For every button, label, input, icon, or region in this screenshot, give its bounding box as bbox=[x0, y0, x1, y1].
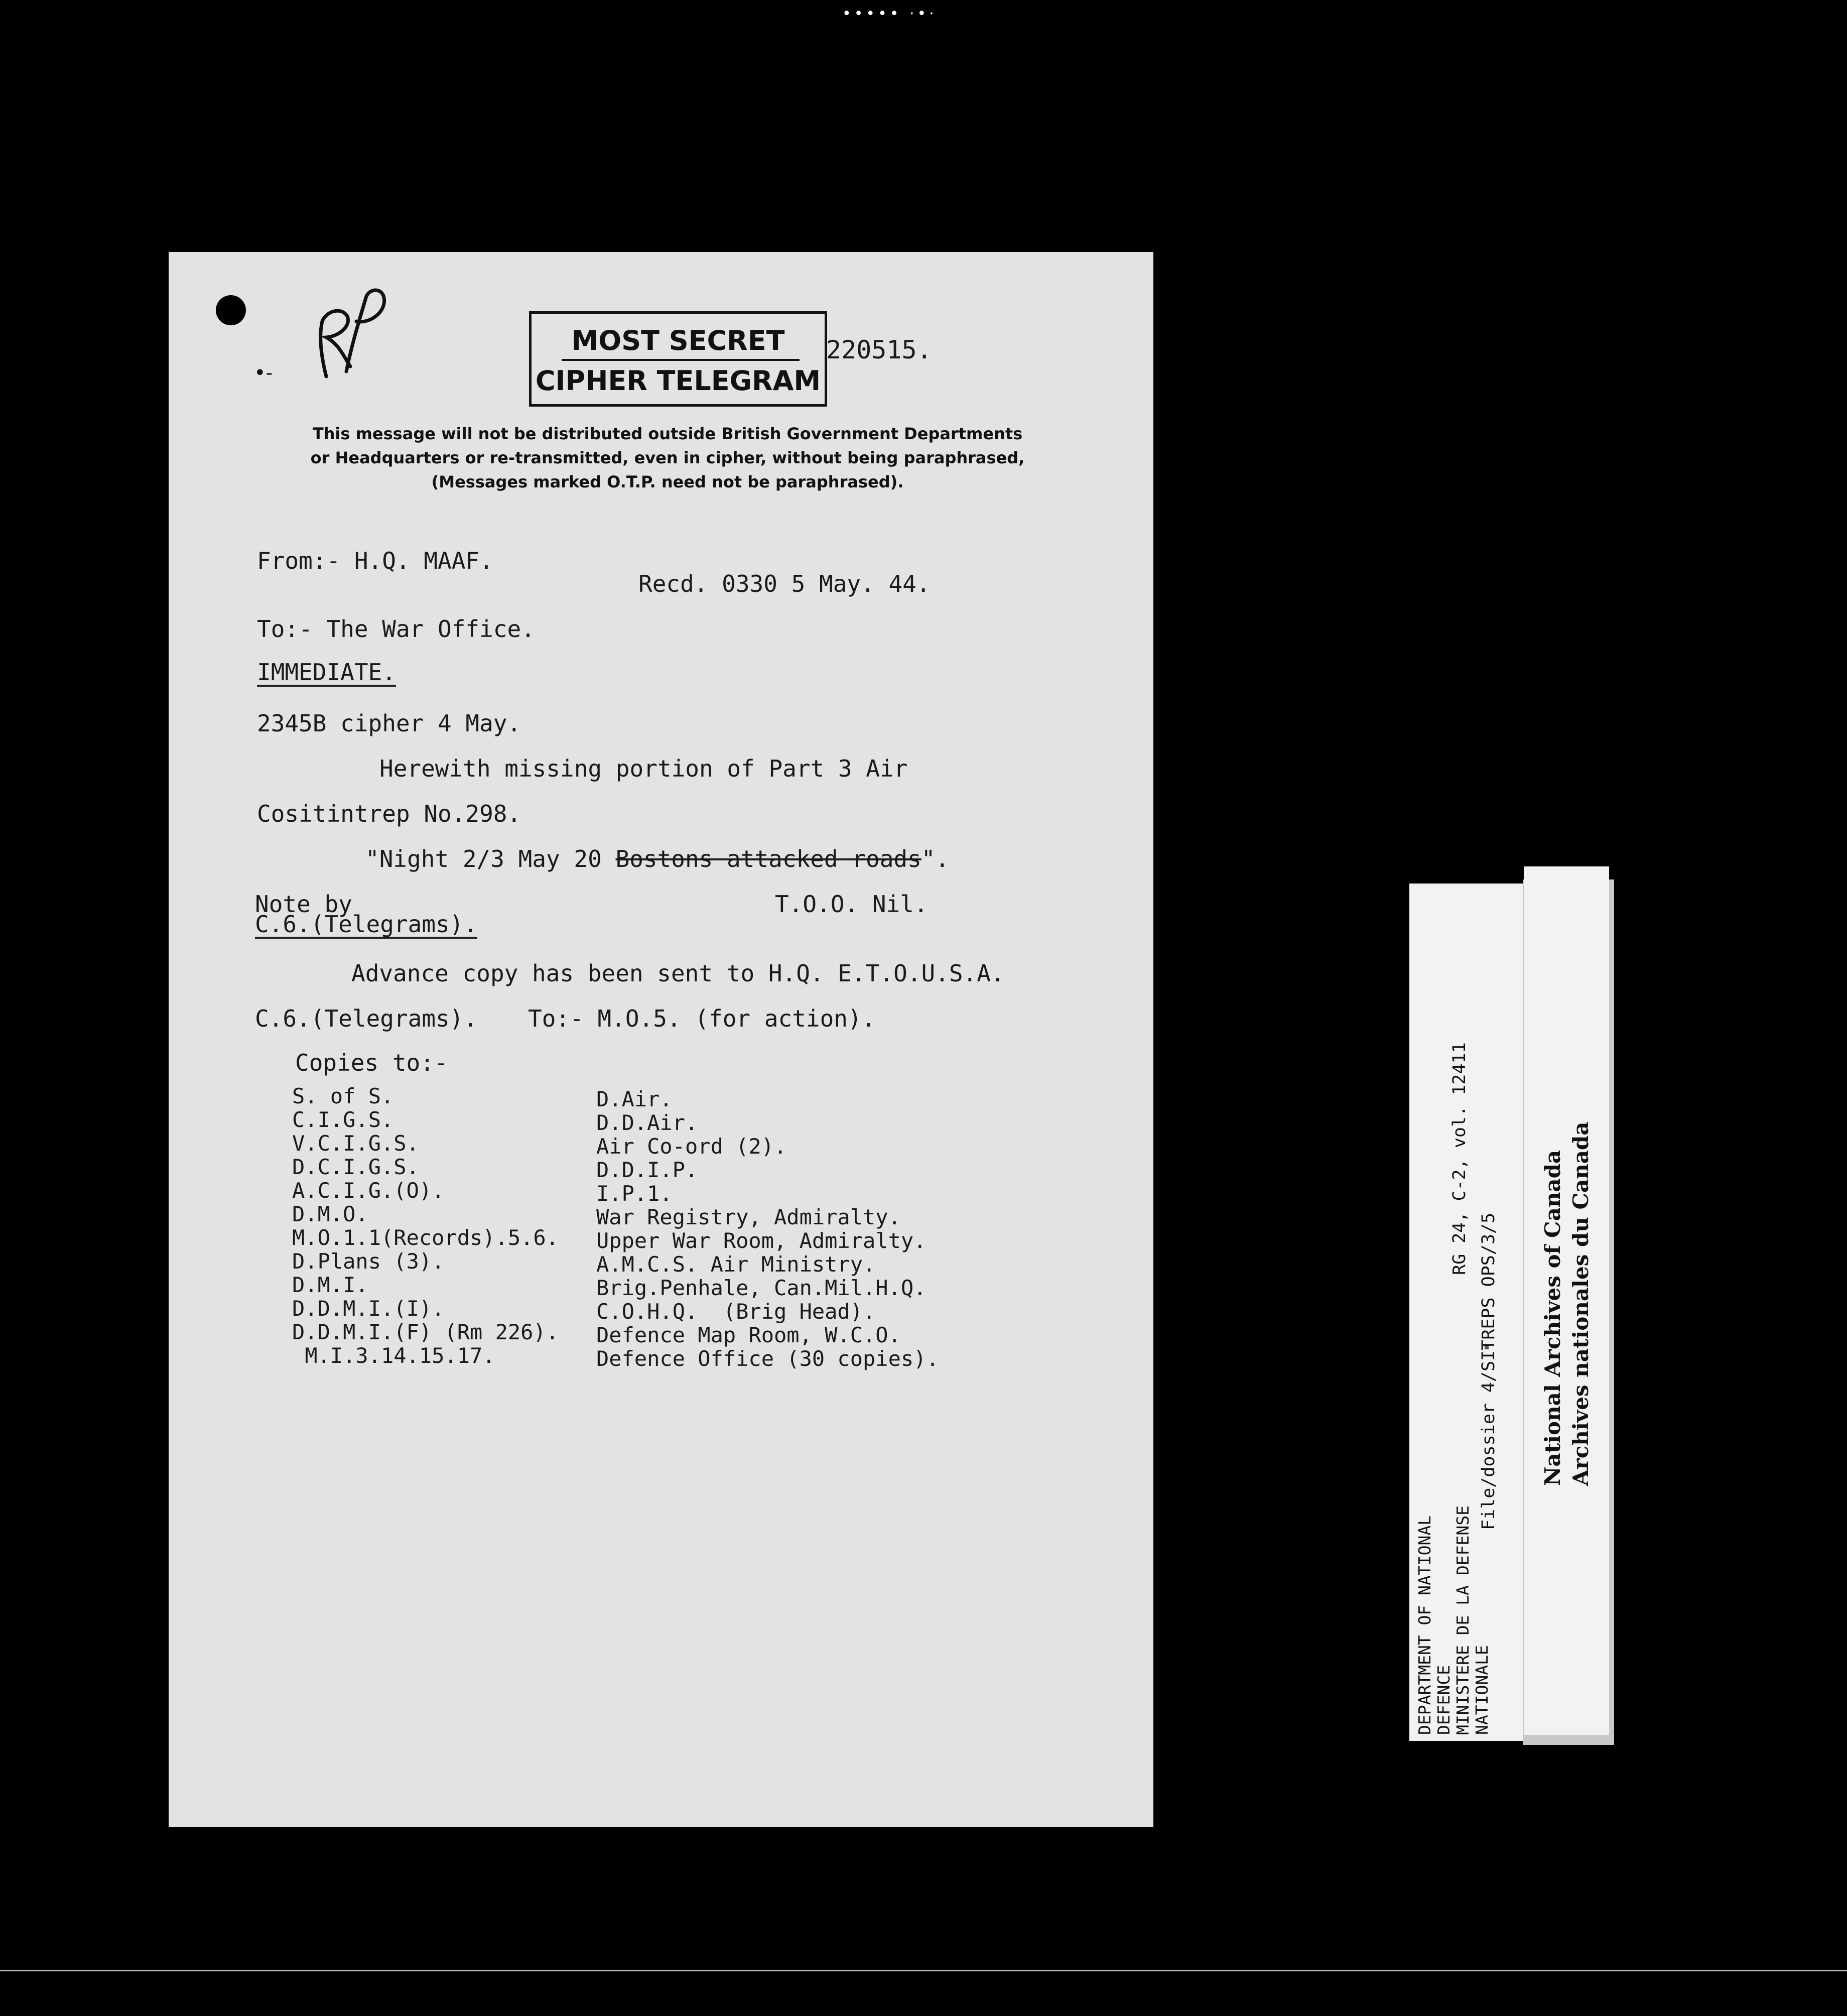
list-item: Upper War Room, Admiralty. bbox=[596, 1228, 927, 1253]
list-item: A.C.I.G.(O). bbox=[292, 1178, 445, 1203]
quote-start: "Night 2/3 May 20 bbox=[365, 845, 616, 872]
notice-line: This message will not be distributed outside British Government Departments bbox=[312, 424, 1023, 443]
body-line-2: Cositintrep No.298. bbox=[257, 800, 521, 827]
list-item: D.Plans (3). bbox=[292, 1249, 445, 1274]
notice-line: (Messages marked O.T.P. need not be paraphrased). bbox=[431, 472, 904, 491]
list-item: M.O.1.1(Records).5.6. bbox=[292, 1225, 559, 1250]
list-item: Brig.Penhale, Can.Mil.H.Q. bbox=[596, 1276, 927, 1300]
label-record-group: RG 24, C-2, vol. 12411 bbox=[1449, 1042, 1470, 1275]
punch-hole bbox=[216, 295, 246, 325]
label-nac-english: National Archives of Canada bbox=[1540, 1150, 1565, 1486]
list-item: I.P.1. bbox=[596, 1181, 673, 1206]
list-item: D.D.I.P. bbox=[596, 1158, 698, 1182]
scan-edge-line bbox=[0, 1970, 1847, 1971]
list-item: M.I.3.14.15.17. bbox=[292, 1343, 495, 1368]
label-department-line: NATIONALE bbox=[1472, 1645, 1492, 1735]
note-by-sender: C.6.(Telegrams). bbox=[255, 911, 478, 938]
received-line: Recd. 0330 5 May. 44. bbox=[638, 570, 931, 597]
stamp-divider bbox=[562, 359, 800, 361]
pencil-mark: •- bbox=[254, 361, 273, 385]
list-item: S. of S. bbox=[292, 1084, 394, 1108]
list-item: Defence Map Room, W.C.O. bbox=[596, 1323, 901, 1347]
list-item: D.C.I.G.S. bbox=[292, 1155, 419, 1179]
stamp-most-secret: MOST SECRET bbox=[571, 325, 785, 356]
list-item: D.D.M.I.(F) (Rm 226). bbox=[292, 1320, 559, 1344]
label-department bbox=[1415, 1505, 1492, 1735]
scan-marks: ••••• ·•· bbox=[842, 5, 937, 23]
list-item: C.O.H.Q. (Brig Head). bbox=[596, 1299, 876, 1324]
body-line-1: Herewith missing portion of Part 3 Air bbox=[379, 755, 908, 782]
stamp-cipher-telegram: CIPHER TELEGRAM bbox=[535, 365, 821, 397]
list-item: C.I.G.S. bbox=[292, 1107, 394, 1132]
distribution-notice bbox=[281, 422, 1054, 494]
list-item: War Registry, Admiralty. bbox=[596, 1205, 901, 1229]
list-item: Air Co-ord (2). bbox=[596, 1134, 787, 1159]
quote-end: ". bbox=[921, 845, 950, 872]
label-department-line: MINISTERE DE LA DEFENSE bbox=[1453, 1505, 1473, 1735]
copies-list-right bbox=[596, 1087, 939, 1370]
label-department-line: DEFENCE bbox=[1434, 1665, 1454, 1735]
list-item: A.M.C.S. Air Ministry. bbox=[596, 1252, 876, 1277]
handwritten-initials-rp bbox=[311, 281, 391, 382]
list-item: D.M.I. bbox=[292, 1273, 368, 1297]
list-item: Defence Office (30 copies). bbox=[596, 1346, 939, 1371]
routing-from: C.6.(Telegrams). bbox=[255, 1005, 478, 1032]
note-by-label: Note by bbox=[255, 891, 352, 918]
list-item: V.C.I.G.S. bbox=[292, 1131, 419, 1156]
priority-immediate: IMMEDIATE. bbox=[257, 659, 396, 686]
label-file-dossier: File/dossier 4/SITREPS OPS/3/5 bbox=[1479, 1212, 1499, 1530]
reference-number: 220515. bbox=[826, 335, 932, 364]
to-line: To:- The War Office. bbox=[257, 615, 535, 643]
list-item: D.Air. bbox=[596, 1087, 673, 1111]
quote-struck: Bostons attacked roads bbox=[615, 845, 921, 872]
classification-stamp bbox=[529, 311, 827, 407]
from-line: From:- H.Q. MAAF. bbox=[257, 547, 493, 574]
list-item: D.D.M.I.(I). bbox=[292, 1296, 445, 1321]
label-department-line: DEPARTMENT OF NATIONAL bbox=[1415, 1515, 1434, 1735]
cipher-reference: 2345B cipher 4 May. bbox=[257, 710, 521, 737]
notice-line: or Headquarters or re-transmitted, even in cipher, without being paraphrased, bbox=[310, 448, 1025, 467]
advance-copy-line: Advance copy has been sent to H.Q. E.T.O.U.S.A. bbox=[351, 960, 1005, 987]
copies-list-left bbox=[292, 1084, 559, 1367]
list-item: D.D.Air. bbox=[596, 1110, 698, 1135]
label-national-archives bbox=[1539, 1122, 1595, 1486]
list-item: D.M.O. bbox=[292, 1202, 368, 1226]
routing-to: To:- M.O.5. (for action). bbox=[528, 1005, 876, 1032]
quoted-text bbox=[365, 847, 949, 870]
time-of-origin: T.O.O. Nil. bbox=[775, 891, 928, 918]
copies-to-heading: Copies to:- bbox=[295, 1049, 448, 1076]
label-nac-french: Archives nationales du Canada bbox=[1568, 1121, 1593, 1486]
